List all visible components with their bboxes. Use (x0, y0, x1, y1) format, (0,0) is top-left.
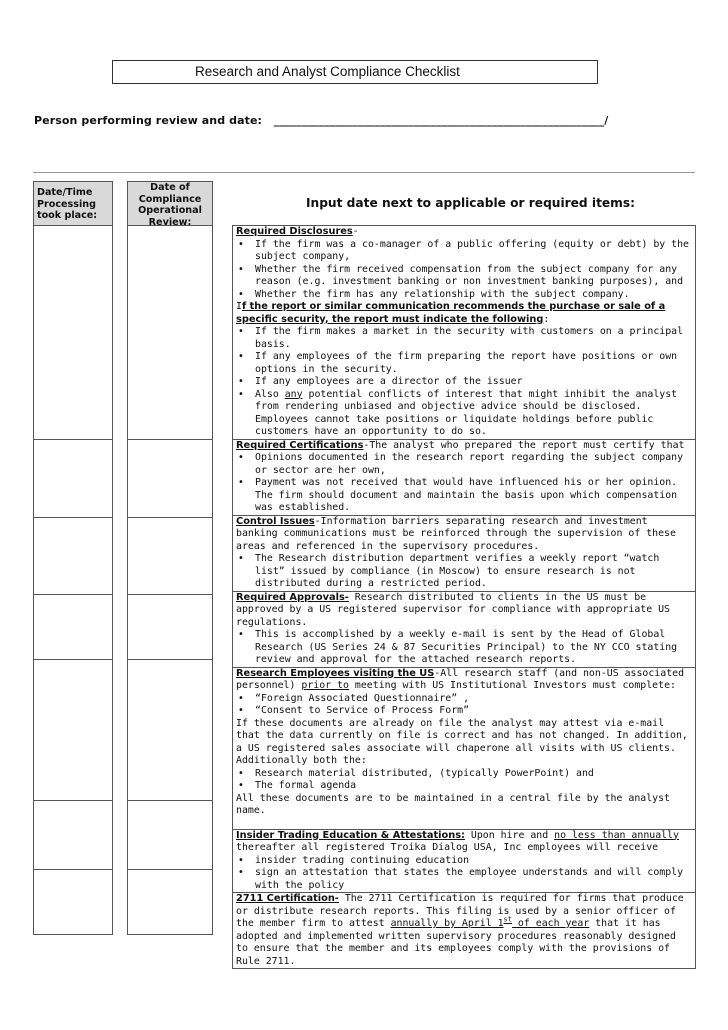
list-item: • The formal agenda (236, 780, 693, 793)
underlined-text: any (284, 388, 303, 400)
row-divider (128, 800, 212, 801)
row-divider (128, 869, 212, 870)
row-divider (34, 517, 112, 518)
section-text: meeting with US Institutional Investors must complete: (348, 680, 676, 691)
compliance-header-line: Compliance (138, 193, 202, 205)
compliance-review-column (127, 181, 213, 935)
checklist-table (232, 225, 696, 969)
section-heading: Control Issues (236, 515, 315, 527)
section-text: that it has adopted and implemented written supervisory procedures reasonably designed to ensure that the member and its employees comply with the provisions of Rule 2711. (236, 918, 676, 967)
section-text: Upon hire and (464, 829, 555, 841)
compliance-header-line: Review: (148, 216, 192, 228)
list-item: • If the firm makes a market in the security with customers on a principal basis. (236, 326, 693, 351)
section-heading: Required Disclosures (236, 226, 353, 237)
underlined-text: annually by April 1 (390, 918, 504, 929)
reviewer-blank: ___________________________________________________________/ (273, 114, 609, 127)
subheading-lead: I (236, 301, 242, 312)
section-heading: Research Employees visiting the US (236, 667, 435, 679)
list-item: • Payment was not received that would have influenced his or her opinion. The firm should document and maintain the basis upon which compensation was established. (236, 477, 693, 515)
row-divider (34, 659, 112, 660)
list-item: • “Consent to Service of Process Form” (236, 705, 693, 718)
reviewer-label: Person performing review and date: (34, 114, 263, 127)
section-control-issues (233, 516, 695, 592)
list-item: • If any employees are a director of the issuer (236, 376, 693, 389)
section-text: All these documents are to be maintained in a central file by the analyst name. (236, 792, 671, 816)
list-item: • If the firm was a co-manager of a public offering (equity or debt) by the subject company, (236, 239, 693, 264)
subheading-suffix: : (543, 313, 550, 325)
section-text: The 2711 Certification is required for firms that produce or distribute research reports. This filing is used by a senior officer of the member firm to attest (236, 893, 684, 929)
row-divider (128, 439, 212, 440)
underlined-text: prior to (301, 680, 349, 691)
reviewer-line (34, 114, 608, 127)
list-item: • The Research distribution department verifies a weekly report “watch list” issued by compliance (in Moscow) to ensure research is not distributed during a restricted period. (236, 553, 693, 591)
processing-header-line: Date/Time (37, 187, 93, 198)
heading-suffix: - (363, 439, 370, 451)
section-required-disclosures (233, 226, 695, 440)
list-item: • sign an attestation that states the employee understands and will comply with the policy (236, 867, 693, 892)
list-item: • Whether the firm received compensation from the subject company for any reason (e.g. investment banking or non investment banking purposes), and (236, 264, 693, 289)
section-research-employees-visiting (233, 668, 695, 830)
processing-date-column (33, 181, 113, 935)
section-heading: 2711 Certification- (236, 893, 339, 904)
section-required-certifications (233, 440, 695, 516)
compliance-header-line: Operational (138, 205, 202, 216)
list-item: • “Foreign Associated Questionnaire” , (236, 693, 693, 706)
text-run: Also (255, 388, 285, 400)
list-item: • insider trading continuing education (236, 855, 693, 868)
compliance-header-line: Date of (150, 182, 190, 193)
underlined-text: no less than annually (554, 829, 679, 841)
input-instruction: Input date next to applicable or required items: (306, 196, 635, 210)
section-2711-certification (233, 893, 695, 968)
row-divider (34, 439, 112, 440)
row-divider (34, 594, 112, 595)
heading-suffix: - (314, 515, 321, 527)
heading-suffix: - (352, 226, 359, 237)
section-heading: Required Certifications (236, 439, 364, 451)
section-text: Research distributed to clients in the US must be approved by a US registered supervisor for compliance with appropriate US regulations. (236, 591, 671, 628)
processing-header-line: took place: (37, 210, 98, 221)
row-divider (128, 517, 212, 518)
section-text: All research staff (and non-US associated personnel) (236, 667, 685, 691)
section-heading: Insider Trading Education & Attestations: (236, 829, 465, 841)
heading-suffix: - (434, 667, 441, 679)
section-text: If these documents are already on file the analyst may attest via e-mail that the data currently on file is correct and has not changed. In addition, a US registered sales associate will chaperone all visits with US clients. Additionally both the: (236, 717, 688, 766)
compliance-review-header (128, 182, 212, 226)
row-divider (34, 800, 112, 801)
row-divider (128, 659, 212, 660)
separator-rule (33, 172, 695, 173)
section-heading: Required Approvals- (236, 591, 349, 603)
section-text: thereafter all registered Troika Dialog USA, Inc employees will receive (236, 842, 659, 853)
list-item (236, 389, 693, 439)
section-required-approvals (233, 592, 695, 668)
list-item: • Opinions documented in the research report regarding the subject company or sector are her own, (236, 452, 693, 477)
processing-date-header (34, 182, 112, 226)
underlined-text: of each year (511, 918, 590, 929)
processing-header-line: Processing (37, 198, 96, 210)
superscript-text: st (503, 915, 512, 924)
document-title: Research and Analyst Compliance Checklist (112, 60, 598, 84)
section-subheading: f the report or similar communication recommends the purchase or sale of a specific security, the report must indicate the following (236, 301, 666, 325)
row-divider (128, 594, 212, 595)
section-text: The analyst who prepared the report must certify that (369, 439, 685, 451)
text-run: potential conflicts of interest that might inhibit the analyst from rendering unbiased and objective advice should be disclosed. Employees cannot take positions or liquidate holdings before public customers have an opportunity to do so. (255, 388, 678, 437)
section-insider-trading (233, 830, 695, 894)
list-item: • Whether the firm has any relationship with the subject company. (236, 289, 693, 302)
list-item: • If any employees of the firm preparing the report have positions or own options in the security. (236, 351, 693, 376)
section-text: Information barriers separating research and investment banking communications must be reinforced through the supervision of these areas and referenced in the supervisory procedures. (236, 515, 676, 552)
list-item: • This is accomplished by a weekly e-mail is sent by the Head of Global Research (US Series 24 & 87 Securities Principal) to the NY CCO stating review and approval for the attached research reports. (236, 629, 693, 667)
list-item: • Research material distributed, (typically PowerPoint) and (236, 768, 693, 781)
row-divider (34, 869, 112, 870)
